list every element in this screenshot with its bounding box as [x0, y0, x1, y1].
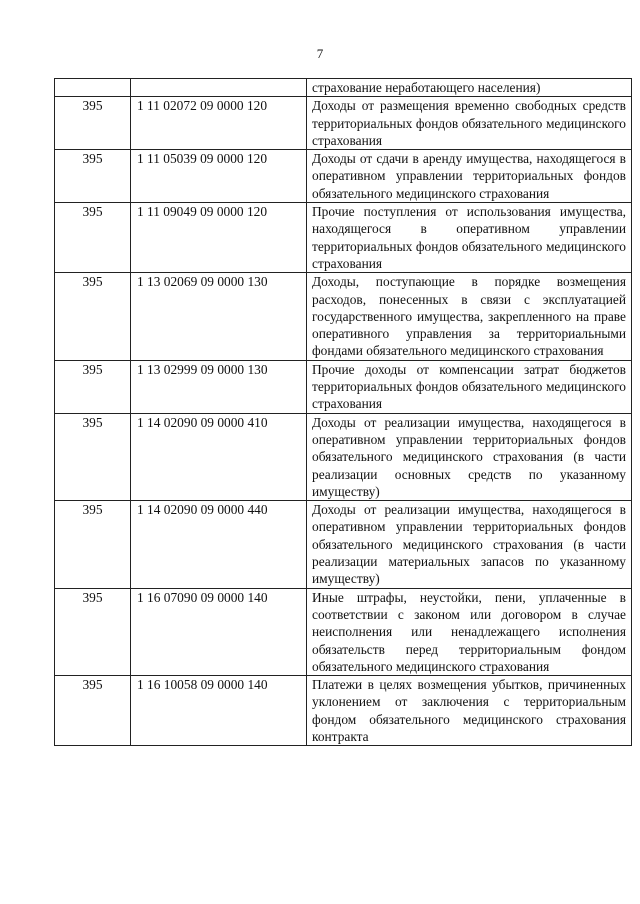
admin-code-cell: 395 — [55, 273, 131, 360]
admin-code-cell: 395 — [55, 203, 131, 273]
table-row — [55, 360, 632, 413]
admin-code-cell: 395 — [55, 360, 131, 413]
page-number: 7 — [316, 46, 324, 61]
budget-code-cell: 1 11 09049 09 0000 120 — [131, 203, 307, 273]
table-row — [55, 676, 632, 746]
budget-code-cell: 1 14 02090 09 0000 410 — [131, 413, 307, 500]
revenue-name-cell: Доходы от реализации имущества, находящегося в оперативном управлении территориальных фондов обязательного медицинского страхования (в части реализации материальных запасов по указанному имуществу) — [307, 501, 632, 588]
table-row — [55, 501, 632, 588]
table-row — [55, 413, 632, 500]
budget-code-cell: 1 16 10058 09 0000 140 — [131, 676, 307, 746]
admin-code-cell: 395 — [55, 501, 131, 588]
revenue-name-cell: Доходы, поступающие в порядке возмещения расходов, понесенных в связи с эксплуатацией государственного имущества, закрепленного на праве оперативного управления за территориальными фондами обязательного медицинского страхования — [307, 273, 632, 360]
revenue-name-cell: Доходы от реализации имущества, находящегося в оперативном управлении территориальных фондов обязательного медицинского страхования (в части реализации основных средств по указанному имуществу) — [307, 413, 632, 500]
budget-code-cell: 1 11 02072 09 0000 120 — [131, 97, 307, 150]
admin-code-cell — [55, 79, 131, 97]
table-row — [55, 203, 632, 273]
budget-code-cell: 1 14 02090 09 0000 440 — [131, 501, 307, 588]
admin-code-cell: 395 — [55, 588, 131, 675]
admin-code-cell: 395 — [55, 97, 131, 150]
table-row — [55, 79, 632, 97]
revenue-codes-table — [54, 78, 632, 746]
revenue-name-cell: Платежи в целях возмещения убытков, причиненных уклонением от заключения с территориальным фондом обязательного медицинского страхования контракта — [307, 676, 632, 746]
admin-code-cell: 395 — [55, 150, 131, 203]
table-row — [55, 97, 632, 150]
budget-code-cell: 1 11 05039 09 0000 120 — [131, 150, 307, 203]
revenue-name-cell: Доходы от размещения временно свободных средств территориальных фондов обязательного медицинского страхования — [307, 97, 632, 150]
revenue-name-cell: Доходы от сдачи в аренду имущества, находящегося в оперативном управлении территориальных фондов обязательного медицинского страхования — [307, 150, 632, 203]
table-row — [55, 588, 632, 675]
table-row — [55, 150, 632, 203]
budget-code-cell: 1 16 07090 09 0000 140 — [131, 588, 307, 675]
admin-code-cell: 395 — [55, 676, 131, 746]
budget-code-cell: 1 13 02999 09 0000 130 — [131, 360, 307, 413]
revenue-name-cell: страхование неработающего населения) — [307, 79, 632, 97]
admin-code-cell: 395 — [55, 413, 131, 500]
budget-code-cell: 1 13 02069 09 0000 130 — [131, 273, 307, 360]
revenue-name-cell: Прочие поступления от использования имущества, находящегося в оперативном управлении территориальных фондов обязательного медицинского страхования — [307, 203, 632, 273]
table-row — [55, 273, 632, 360]
revenue-name-cell: Иные штрафы, неустойки, пени, уплаченные в соответствии с законом или договором в случае неисполнения или ненадлежащего исполнения обязательств перед территориальным фондом обязательного медицинского страхования — [307, 588, 632, 675]
revenue-name-cell: Прочие доходы от компенсации затрат бюджетов территориальных фондов обязательного медицинского страхования — [307, 360, 632, 413]
budget-code-cell — [131, 79, 307, 97]
